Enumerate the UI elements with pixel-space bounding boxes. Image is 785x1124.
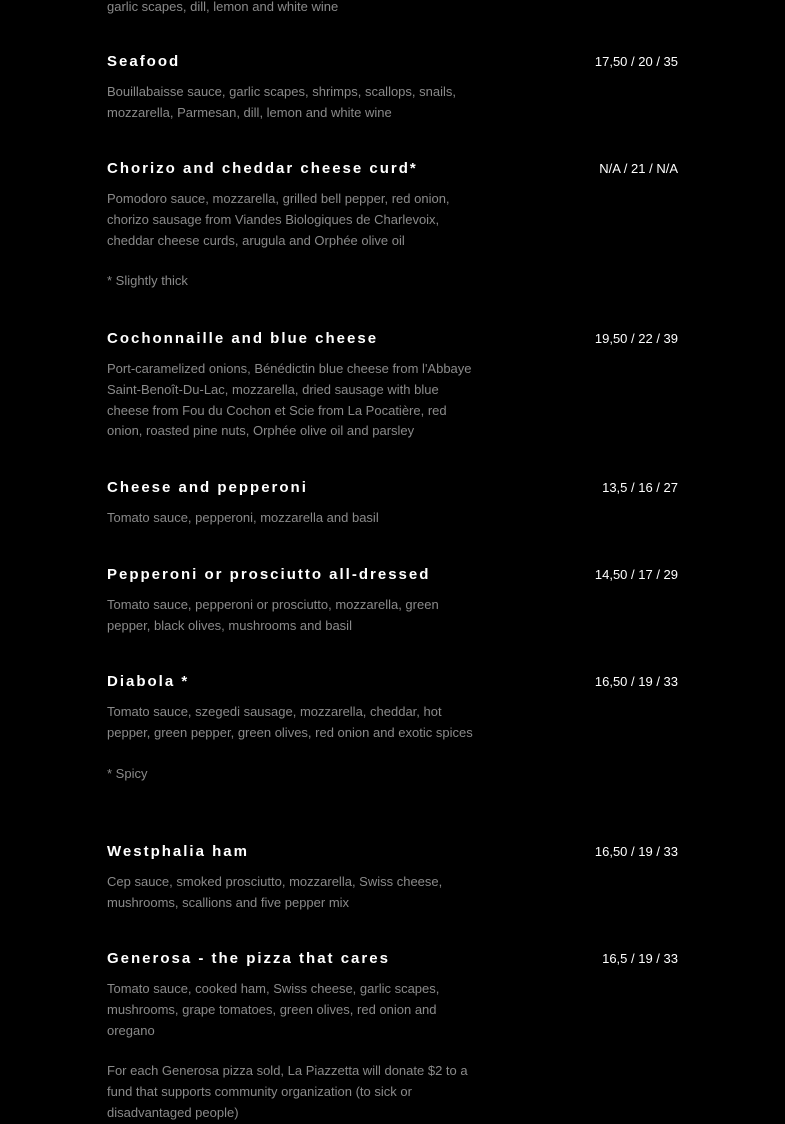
menu-item-seafood: [107, 51, 678, 124]
menu-item-description: Tomato sauce, cooked ham, Swiss cheese, garlic scapes, mushrooms, grape tomatoes, green olives, red onion and oregano: [107, 981, 440, 1038]
menu-item-name: Westphalia ham: [107, 843, 249, 860]
menu-item-price: 17,50 / 20 / 35: [594, 54, 678, 69]
menu-item-name: Seafood: [107, 53, 181, 70]
menu-item-header: [107, 477, 678, 499]
menu-item-diabola: [107, 671, 678, 784]
menu-item-price: 13,5 / 16 / 27: [602, 480, 678, 495]
previous-item-description-tail: garlic scapes, dill, lemon and white wine: [107, 0, 339, 14]
menu-item-name: Cochonnaille and blue cheese: [107, 330, 379, 347]
menu-item-header: [107, 328, 678, 350]
menu-item-cochonnaille-blue-cheese: [107, 328, 678, 442]
menu-item-header: [107, 841, 678, 863]
menu-item-generosa: [107, 948, 678, 1124]
menu-item-name: Chorizo and cheddar cheese curd*: [107, 160, 418, 177]
menu-item-price: N/A / 21 / N/A: [599, 161, 678, 176]
menu-item-description: Port-caramelized onions, Bénédictin blue cheese from l'Abbaye Saint-Benoît-Du-Lac, mozzarella, dried sausage with blue cheese from Fou du Cochon et Scie from La Pocatière, red onion, roasted pine nuts, Orphée olive oil and parsley: [107, 361, 472, 439]
menu-item-name: Pepperoni or prosciutto all-dressed: [107, 566, 431, 583]
menu-item-note: * Slightly thick: [107, 273, 188, 289]
menu-item-westphalia-ham: [107, 841, 678, 914]
menu-item-name: Generosa - the pizza that cares: [107, 950, 390, 967]
menu-item-pepperoni-prosciutto-all-dressed: [107, 564, 678, 637]
menu-item-name: Diabola *: [107, 673, 190, 690]
menu-item-note: * Spicy: [107, 765, 148, 781]
menu-item-price: 16,5 / 19 / 33: [602, 951, 678, 966]
menu-item-header: [107, 564, 678, 586]
menu-item-price: 14,50 / 17 / 29: [594, 567, 678, 582]
menu-item-name: Cheese and pepperoni: [107, 479, 308, 496]
menu-item-header: [107, 948, 678, 970]
menu-item-price: 16,50 / 19 / 33: [594, 674, 678, 689]
menu-item-description: Pomodoro sauce, mozzarella, grilled bell pepper, red onion, chorizo sausage from Viandes Biologiques de Charlevoix, cheddar cheese curds, arugula and Orphée olive oil: [107, 191, 450, 248]
menu-item-description: Cep sauce, smoked prosciutto, mozzarella, Swiss cheese, mushrooms, scallions and five pepper mix: [107, 874, 443, 910]
menu-item-header: [107, 51, 678, 73]
menu-item-header: [107, 671, 678, 693]
menu-item-cheese-pepperoni: [107, 477, 678, 529]
menu-item-price: 16,50 / 19 / 33: [594, 844, 678, 859]
menu-item-price: 19,50 / 22 / 39: [594, 331, 678, 346]
menu-item-description: Bouillabaisse sauce, garlic scapes, shrimps, scallops, snails, mozzarella, Parmesan, dill, lemon and white wine: [107, 84, 456, 120]
menu-item-header: [107, 158, 678, 180]
menu-item-description: Tomato sauce, pepperoni, mozzarella and basil: [107, 510, 379, 525]
menu-item-chorizo-cheddar: [107, 158, 678, 292]
menu-item-description: Tomato sauce, szegedi sausage, mozzarella, cheddar, hot pepper, green pepper, green olives, red onion and exotic spices: [107, 704, 473, 740]
menu-item-note: For each Generosa pizza sold, La Piazzetta will donate $2 to a fund that supports community organization (to sick or disadvantaged people): [107, 1063, 468, 1120]
menu-item-description: Tomato sauce, pepperoni or prosciutto, mozzarella, green pepper, black olives, mushrooms and basil: [107, 597, 439, 633]
